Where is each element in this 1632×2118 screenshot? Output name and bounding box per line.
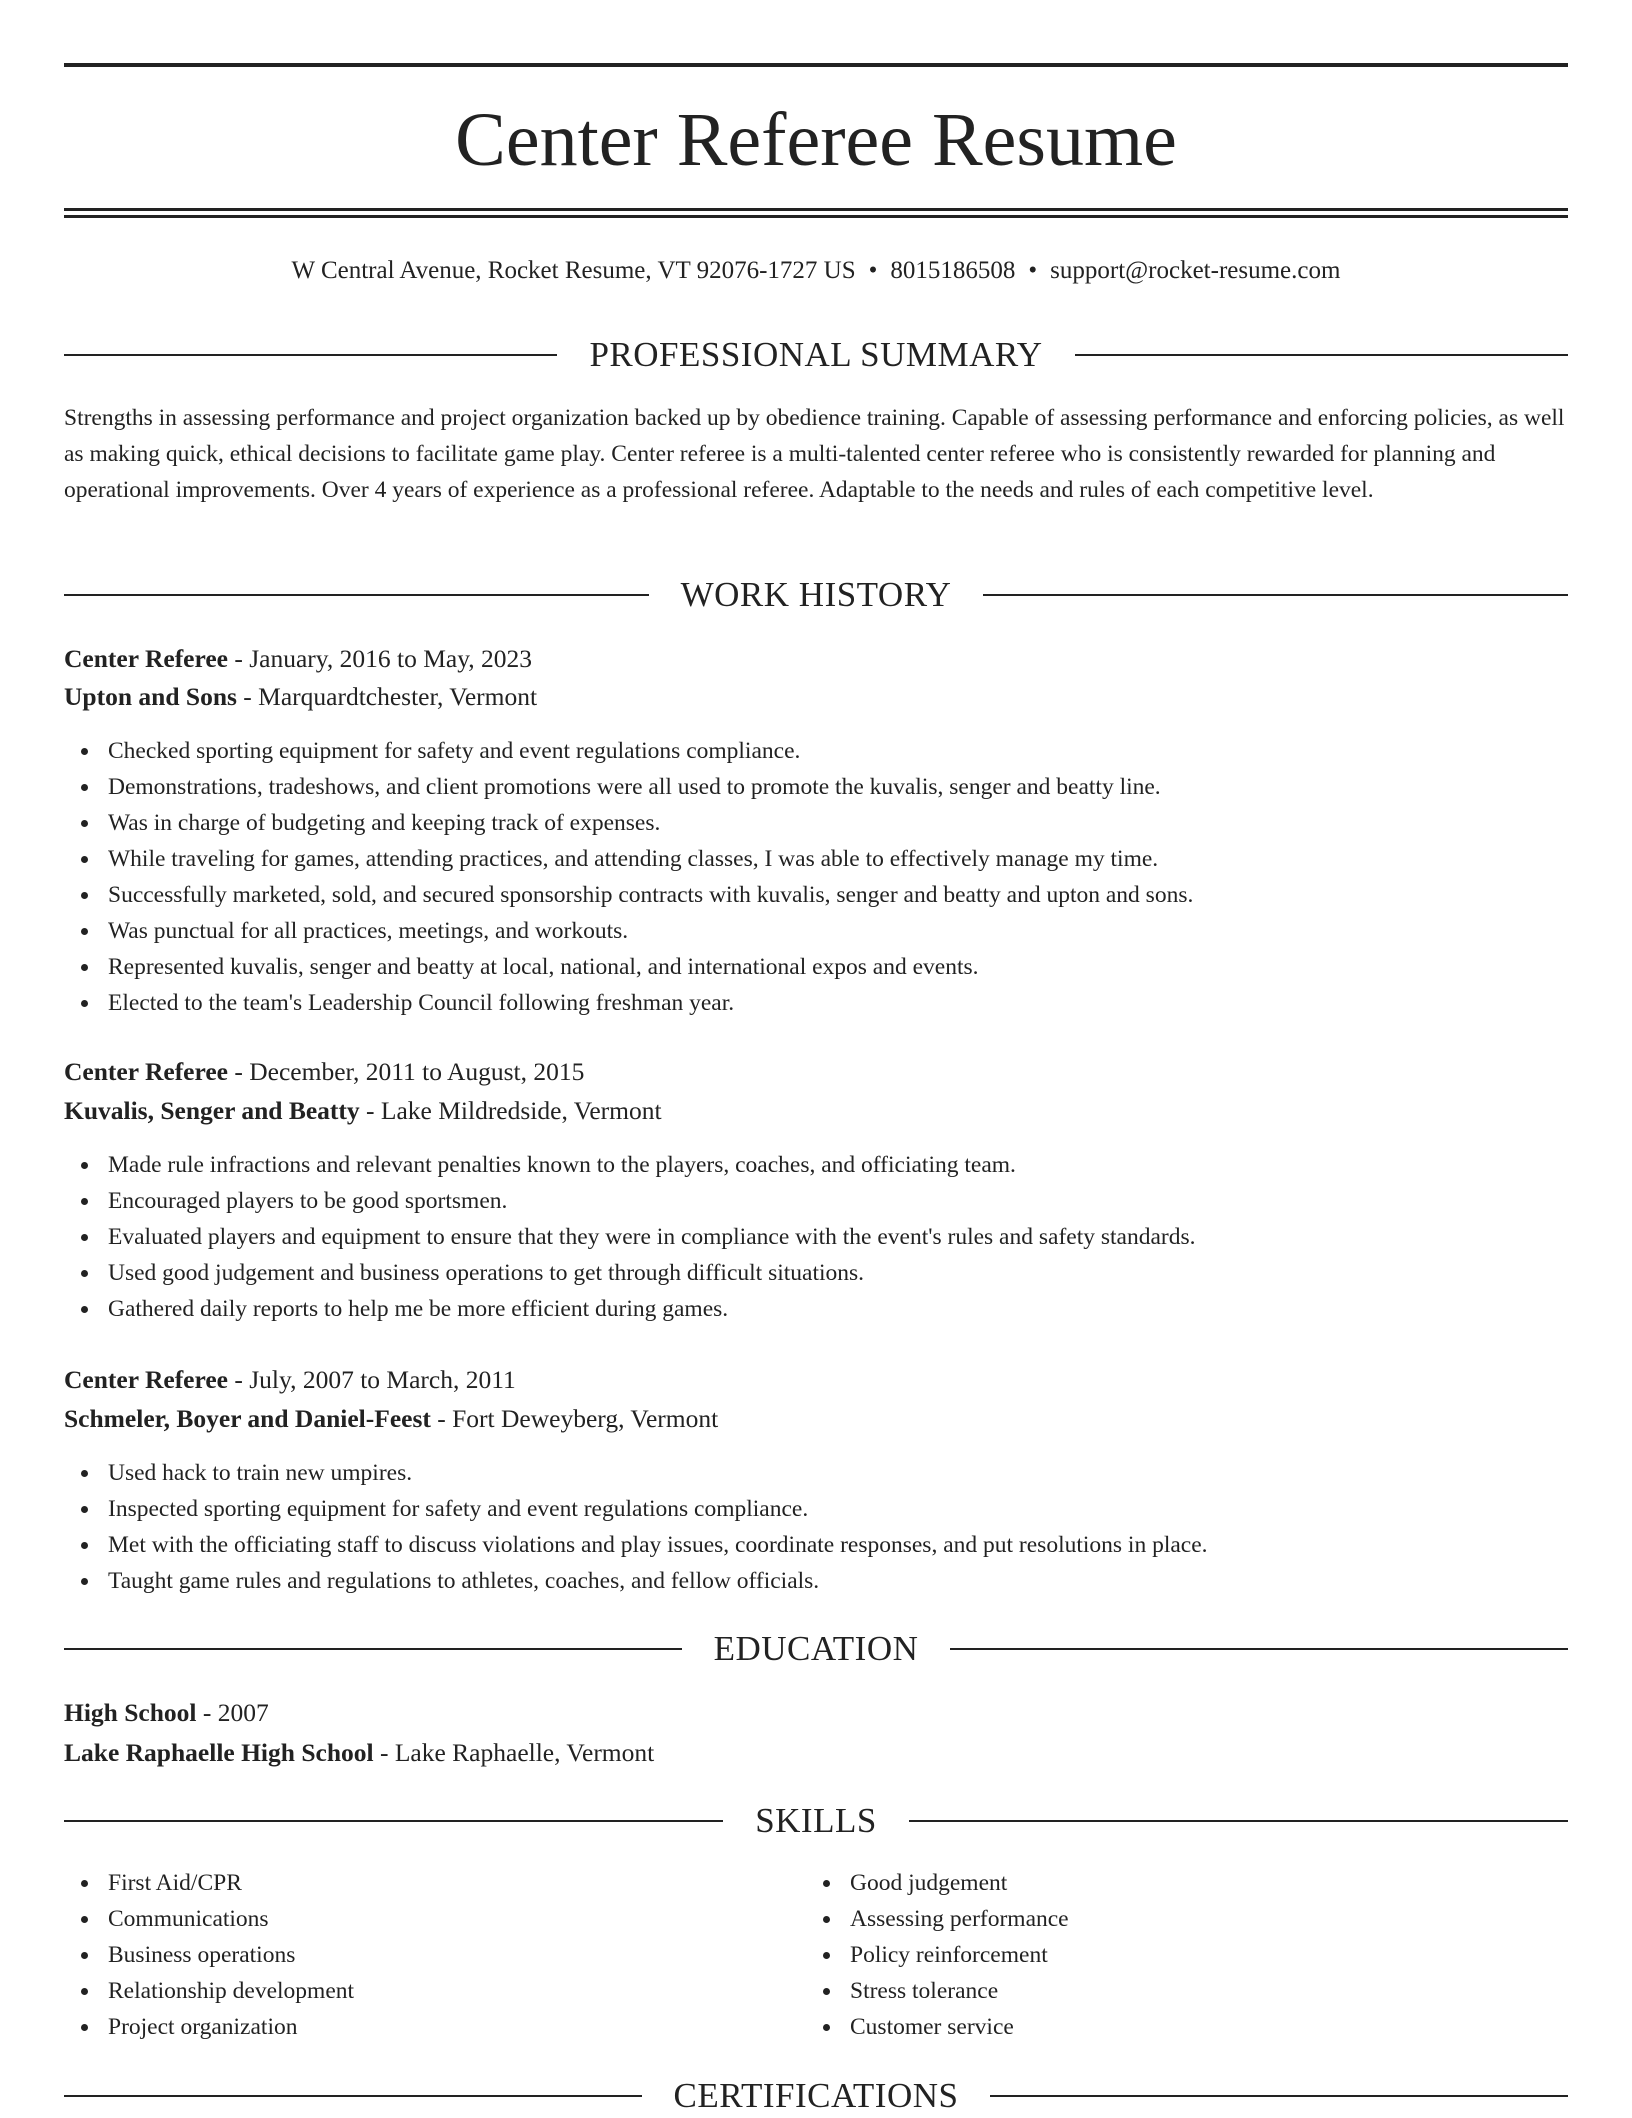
job-company: Kuvalis, Senger and Beatty (64, 1096, 360, 1125)
resume-title: Center Referee Resume (455, 98, 1177, 182)
list-item: Inspected sporting equipment for safety and event regulations compliance. (64, 1491, 1568, 1527)
job-company: Schmeler, Boyer and Daniel-Feest (64, 1404, 431, 1433)
skill-item: Stress tolerance (806, 1973, 1632, 2009)
contact-separator: • (1028, 257, 1038, 284)
skill-item: Relationship development (64, 1973, 1568, 2009)
header-top-rule (64, 63, 1568, 67)
list-item: Checked sporting equipment for safety and event regulations compliance. (64, 733, 1568, 769)
skills-list-right (806, 1865, 1632, 2045)
skill-item: Policy reinforcement (806, 1937, 1632, 1973)
section-title: SKILLS (755, 1801, 877, 1840)
education-location: - Lake Raphaelle, Vermont (373, 1738, 655, 1767)
education-year: - 2007 (196, 1698, 269, 1727)
section-title: EDUCATION (713, 1629, 919, 1668)
list-item: Made rule infractions and relevant penalties known to the players, coaches, and officiating team. (64, 1147, 1568, 1183)
list-item: Was punctual for all practices, meetings, and workouts. (64, 913, 1568, 949)
divider-line (909, 1820, 1568, 1822)
job-bullets (64, 733, 1568, 1021)
education-school: Lake Raphaelle High School (64, 1738, 374, 1767)
job-dates: - July, 2007 to March, 2011 (228, 1365, 516, 1394)
job-location: - Fort Deweyberg, Vermont (430, 1404, 719, 1433)
divider-line (64, 354, 557, 356)
contact-phone: 8015186508 (890, 257, 1016, 284)
section-title: CERTIFICATIONS (673, 2076, 959, 2115)
header-bottom-rule-1 (64, 208, 1568, 211)
list-item: While traveling for games, attending practices, and attending classes, I was able to effectively manage my time. (64, 841, 1568, 877)
job-location: - Lake Mildredside, Vermont (359, 1096, 662, 1125)
job-dates: - December, 2011 to August, 2015 (228, 1057, 585, 1086)
skill-item: Project organization (64, 2009, 1568, 2045)
job-title-line (64, 1054, 1568, 1090)
job-bullets (64, 1147, 1568, 1327)
divider-line (64, 1820, 723, 1822)
section-heading-certifications (64, 2074, 1568, 2118)
divider-line (950, 1648, 1568, 1650)
job-title: Center Referee (64, 1365, 228, 1394)
section-title: WORK HISTORY (680, 575, 952, 614)
contact-separator: • (868, 257, 878, 284)
section-heading-work-history (64, 573, 1568, 617)
contact-line (64, 254, 1568, 288)
job-title: Center Referee (64, 1057, 228, 1086)
list-item: Taught game rules and regulations to athletes, coaches, and fellow officials. (64, 1563, 1568, 1599)
list-item: Was in charge of budgeting and keeping track of expenses. (64, 805, 1568, 841)
list-item: Met with the officiating staff to discuss violations and play issues, coordinate responses, and put resolutions in place. (64, 1527, 1568, 1563)
education-degree-line (64, 1695, 1568, 1731)
list-item: Gathered daily reports to help me be more efficient during games. (64, 1291, 1568, 1327)
divider-line (990, 2095, 1568, 2097)
list-item: Evaluated players and equipment to ensure that they were in compliance with the event's rules and safety standards. (64, 1219, 1568, 1255)
list-item: Represented kuvalis, senger and beatty at local, national, and international expos and events. (64, 949, 1568, 985)
job-company-line (64, 679, 1568, 715)
section-title: PROFESSIONAL SUMMARY (589, 335, 1043, 374)
job-title: Center Referee (64, 644, 228, 673)
section-heading-summary (64, 333, 1568, 377)
section-heading-skills (64, 1799, 1568, 1843)
skill-item: First Aid/CPR (64, 1865, 1568, 1901)
job-company-line (64, 1401, 1568, 1437)
divider-line (64, 2095, 642, 2097)
job-bullets (64, 1455, 1568, 1599)
skill-item: Communications (64, 1901, 1568, 1937)
divider-line (983, 594, 1568, 596)
job-title-line (64, 1362, 1568, 1398)
list-item: Used good judgement and business operations to get through difficult situations. (64, 1255, 1568, 1291)
job-company-line (64, 1093, 1568, 1129)
list-item: Encouraged players to be good sportsmen. (64, 1183, 1568, 1219)
job-dates: - January, 2016 to May, 2023 (228, 644, 533, 673)
list-item: Demonstrations, tradeshows, and client promotions were all used to promote the kuvalis, senger and beatty line. (64, 769, 1568, 805)
list-item: Used hack to train new umpires. (64, 1455, 1568, 1491)
list-item: Elected to the team's Leadership Council following freshman year. (64, 985, 1568, 1021)
job-title-line (64, 641, 1568, 677)
header-bottom-rule-2 (64, 215, 1568, 218)
education-school-line (64, 1735, 1568, 1771)
contact-email: support@rocket-resume.com (1050, 257, 1341, 284)
summary-text: Strengths in assessing performance and project organization backed up by obedience training. Capable of assessing performance and enforcing policies, as well as making quick, ethical decisions to facilitate game play. Center referee is a multi-talented center referee who is consistently rewarded for planning and operational improvements. Over 4 years of experience as a professional referee. Adaptable to the needs and rules of each competitive level. (64, 405, 1565, 503)
job-company: Upton and Sons (64, 682, 237, 711)
job-location: - Marquardtchester, Vermont (236, 682, 538, 711)
education-degree: High School (64, 1698, 197, 1727)
list-item: Successfully marketed, sold, and secured sponsorship contracts with kuvalis, senger and beatty and upton and sons. (64, 877, 1568, 913)
skill-item: Assessing performance (806, 1901, 1632, 1937)
skill-item: Customer service (806, 2009, 1632, 2045)
section-heading-education (64, 1627, 1568, 1671)
divider-line (64, 594, 649, 596)
contact-address: W Central Avenue, Rocket Resume, VT 92076-1727 US (291, 257, 856, 284)
skill-item: Business operations (64, 1937, 1568, 1973)
divider-line (1075, 354, 1568, 356)
skill-item: Good judgement (806, 1865, 1632, 1901)
divider-line (64, 1648, 682, 1650)
